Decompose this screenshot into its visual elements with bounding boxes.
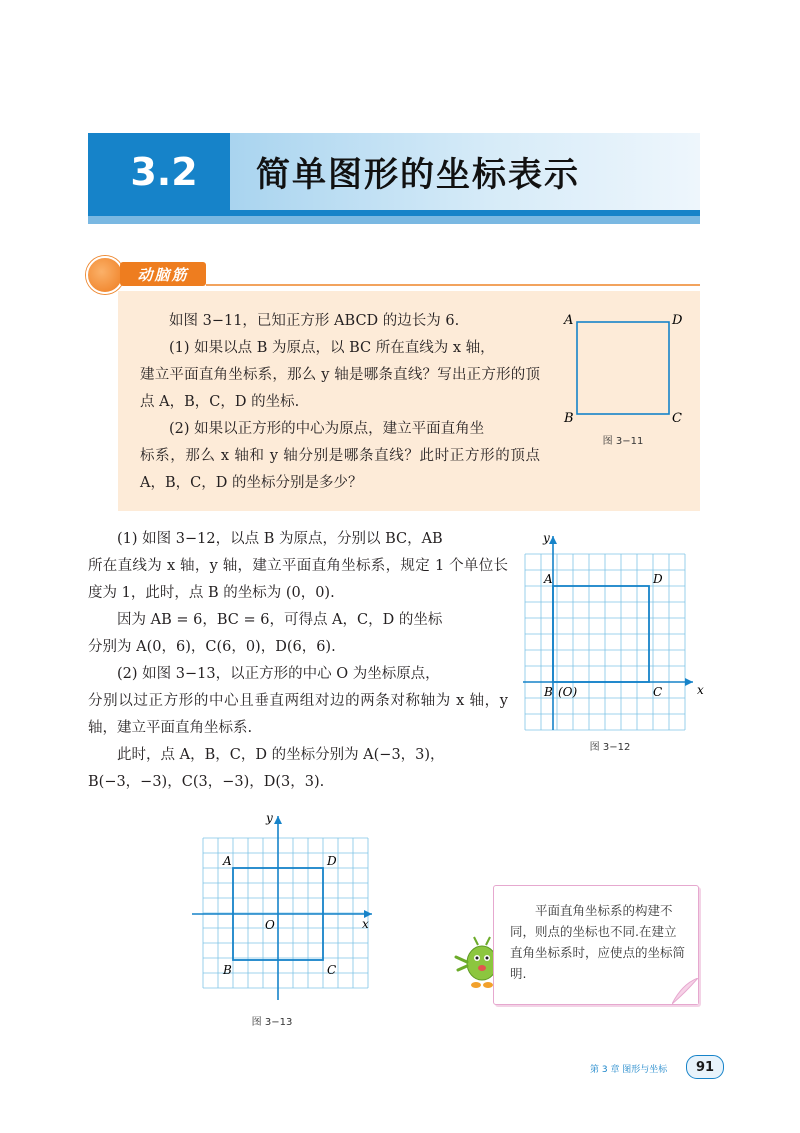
y-axis-label: y bbox=[266, 811, 273, 825]
origin-label: O bbox=[265, 918, 275, 932]
vertex-c-label: C bbox=[327, 963, 337, 977]
exploration-paragraph: 标系，那么 x 轴和 y 轴分别是哪条直线？此时正方形的顶点 A，B，C，D 的坐标分别是多少？ bbox=[140, 448, 540, 491]
exploration-text bbox=[140, 308, 540, 497]
solution-paragraph: 分别为 A(0，6)，C(6，0)，D(6，6). bbox=[88, 639, 336, 655]
y-axis-label: y bbox=[543, 531, 550, 545]
figure-3-13 bbox=[190, 810, 385, 1035]
figure-3-12-caption: 图 3−12 bbox=[589, 742, 631, 753]
page-number: 91 bbox=[686, 1055, 724, 1079]
figure-3-11 bbox=[560, 310, 690, 450]
origin-label: (O) bbox=[558, 685, 578, 699]
solution-paragraph: (1) 如图 3−12，以点 B 为原点，分别以 BC，AB bbox=[117, 531, 443, 547]
solution-paragraph: 所在直线为 x 轴，y 轴，建立平面直角坐标系，规定 1 个单位长度为 1，此时，点 B 的坐标为 (0，0). bbox=[88, 558, 508, 601]
vertex-b-label: B bbox=[564, 411, 574, 426]
gear-icon bbox=[86, 256, 124, 294]
vertex-a-label: A bbox=[544, 572, 553, 586]
vertex-c-label: C bbox=[672, 411, 682, 426]
figure-3-11-caption: 图 3−11 bbox=[602, 436, 644, 447]
y-axis-arrow bbox=[549, 536, 557, 544]
exploration-paragraph: 建立平面直角坐标系，那么 y 轴是哪条直线？写出正方形的顶点 A，B，C，D 的坐标. bbox=[140, 367, 540, 410]
tip-text: 平面直角坐标系的构建不同，则点的坐标也不同.在建立直角坐标系时，应使点的坐标简明. bbox=[510, 903, 686, 981]
section-number: 3.2 bbox=[88, 133, 230, 210]
solution-paragraph: 因为 AB = 6，BC = 6，可得点 A，C，D 的坐标 bbox=[117, 612, 443, 628]
vertex-b-label: B bbox=[223, 963, 232, 977]
exploration-divider bbox=[206, 284, 700, 286]
vertex-d-label: D bbox=[672, 313, 683, 328]
y-axis-arrow bbox=[274, 816, 282, 824]
vertex-c-label: C bbox=[653, 685, 663, 699]
vertex-a-label: A bbox=[564, 313, 574, 328]
x-axis-label: x bbox=[697, 683, 704, 697]
exploration-badge: 动脑筋 bbox=[120, 262, 206, 286]
exploration-paragraph: (2) 如果以正方形的中心为原点，建立平面直角坐 bbox=[169, 421, 485, 437]
square-abcd bbox=[577, 322, 669, 414]
solution-paragraph: 分别以过正方形的中心且垂直两组对边的两条对称轴为 x 轴，y 轴，建立平面直角坐标系. bbox=[88, 693, 508, 736]
solution-paragraph: B(−3，−3)，C(3，−3)，D(3，3). bbox=[88, 774, 325, 790]
footer-chapter: 第 3 章 图形与坐标 bbox=[590, 1065, 668, 1075]
section-title: 简单图形的坐标表示 bbox=[230, 133, 700, 210]
header-underline-light bbox=[88, 216, 700, 224]
exploration-paragraph: (1) 如果以点 B 为原点，以 BC 所在直线为 x 轴， bbox=[169, 340, 495, 356]
solution-paragraph: (2) 如图 3−13，以正方形的中心 O 为坐标原点， bbox=[117, 666, 440, 682]
x-axis-arrow bbox=[685, 678, 693, 686]
x-axis-label: x bbox=[362, 917, 369, 931]
vertex-d-label: D bbox=[653, 572, 663, 586]
vertex-b-label: B bbox=[544, 685, 553, 699]
exploration-paragraph: 如图 3−11，已知正方形 ABCD 的边长为 6. bbox=[169, 313, 460, 329]
figure-3-12 bbox=[515, 528, 705, 758]
figure-3-13-caption: 图 3−13 bbox=[251, 1017, 293, 1028]
vertex-d-label: D bbox=[327, 854, 337, 868]
vertex-a-label: A bbox=[223, 854, 232, 868]
solution-paragraph: 此时，点 A，B，C，D 的坐标分别为 A(−3，3)， bbox=[117, 747, 445, 763]
solution-text bbox=[88, 526, 508, 796]
